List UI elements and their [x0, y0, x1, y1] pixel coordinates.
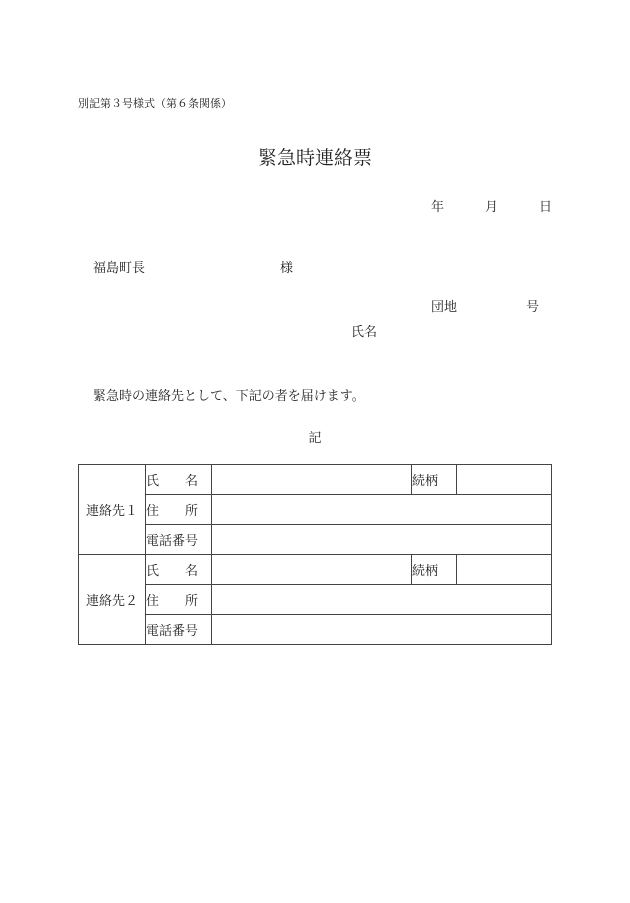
contact1-relation-label: 続柄 [412, 465, 457, 495]
name-label-a: 氏 [146, 474, 160, 489]
contact1-phone-field[interactable] [212, 525, 552, 555]
contact2-address-label [146, 585, 212, 615]
addressee-honorific: 様 [280, 261, 294, 276]
name-label-b: 名 [184, 474, 198, 489]
contact2-name-row [79, 555, 552, 585]
contact1-address-label [146, 495, 212, 525]
contact2-group-label: 連絡先２ [79, 555, 146, 645]
contact2-phone-label: 電話番号 [146, 615, 212, 645]
contact1-phone-label: 電話番号 [146, 525, 212, 555]
contact2-relation-field[interactable] [457, 555, 552, 585]
contact1-name-field[interactable] [212, 465, 412, 495]
applicant-danchi-label: 団地 [431, 300, 458, 315]
contact1-phone-row [79, 525, 552, 555]
contact2-relation-label: 続柄 [412, 555, 457, 585]
contact1-address-field[interactable] [212, 495, 552, 525]
contact1-relation-field[interactable] [457, 465, 552, 495]
body-text: 緊急時の連絡先として、下記の者を届けます。 [93, 389, 365, 404]
name-label-a: 氏 [146, 564, 160, 579]
ki-heading: 記 [308, 431, 322, 446]
contact1-name-label [146, 465, 212, 495]
date-day-label: 日 [539, 200, 553, 215]
contact2-address-row [79, 585, 552, 615]
addressee-name: 福島町長 [93, 261, 146, 276]
contact2-address-field[interactable] [212, 585, 552, 615]
contact2-name-field[interactable] [212, 555, 412, 585]
applicant-number-label: 号 [526, 300, 540, 315]
document-title: 緊急時連絡票 [257, 147, 372, 169]
name-label-b: 名 [184, 564, 198, 579]
address-label-b: 所 [184, 594, 198, 609]
applicant-name-label: 氏名 [351, 325, 378, 340]
contact1-name-row [79, 465, 552, 495]
contact1-group-label: 連絡先１ [79, 465, 146, 555]
contacts-table [78, 464, 552, 645]
date-month-label: 月 [485, 200, 499, 215]
contact2-phone-row [79, 615, 552, 645]
address-label-a: 住 [146, 504, 160, 519]
contact2-phone-field[interactable] [212, 615, 552, 645]
date-year-label: 年 [431, 200, 445, 215]
contact2-name-label [146, 555, 212, 585]
address-label-b: 所 [184, 504, 198, 519]
form-number: 別記第３号様式（第６条関係） [78, 97, 232, 110]
address-label-a: 住 [146, 594, 160, 609]
contact1-address-row [79, 495, 552, 525]
